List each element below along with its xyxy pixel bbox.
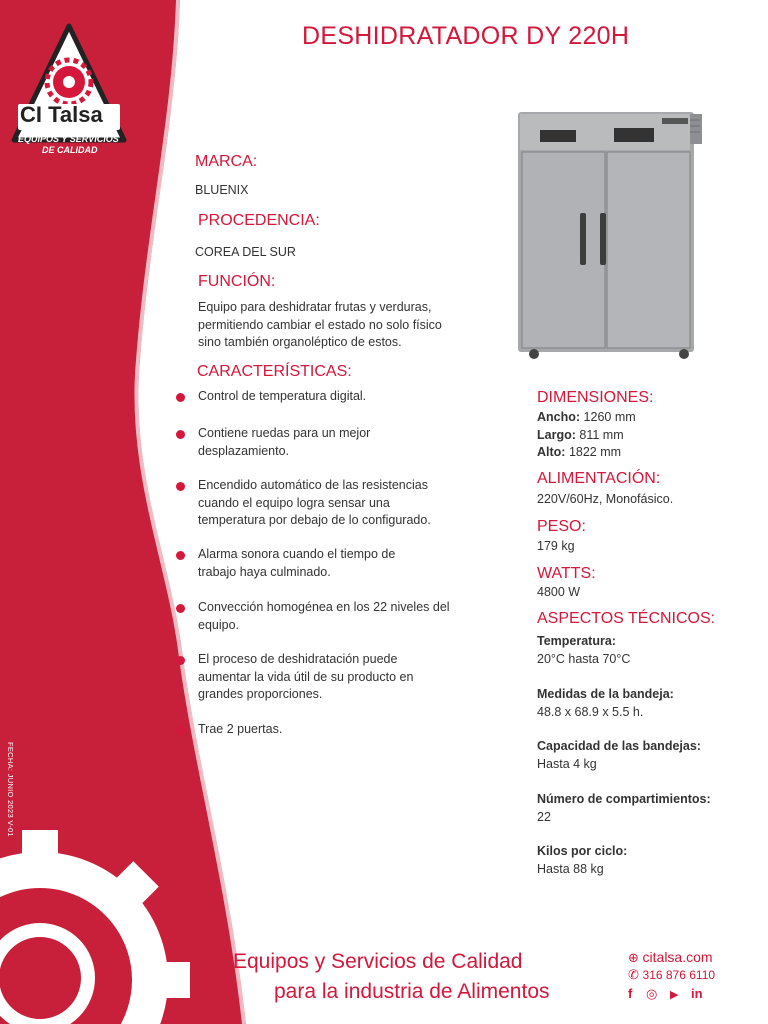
bullet-icon (176, 393, 185, 402)
bullet-icon (176, 726, 185, 735)
aspecto-item: Kilos por ciclo: Hasta 88 kg (537, 844, 628, 876)
linkedin-icon[interactable]: in (691, 986, 703, 1001)
aspecto-item: Capacidad de las bandejas: Hasta 4 kg (537, 739, 701, 771)
marca-value: BLUENIX (195, 183, 249, 197)
logo-tagline-2: DE CALIDAD (42, 145, 98, 155)
social-links (628, 986, 703, 1002)
whatsapp-icon: ✆ (628, 967, 639, 982)
product-image (514, 108, 704, 362)
youtube-icon[interactable]: ▶ (669, 989, 679, 1001)
watts-value: 4800 W (537, 585, 581, 599)
alimentacion-heading: ALIMENTACIÓN: (537, 470, 661, 487)
instagram-icon[interactable]: ◎ (645, 986, 658, 1001)
watts-heading: WATTS: (537, 565, 596, 582)
marca-heading: MARCA: (195, 153, 258, 170)
funcion-heading: FUNCIÓN: (198, 273, 276, 290)
funcion-text: Equipo para deshidratar frutas y verduras, permitiendo cambiar el estado no solo físico sino también organoléptico de estos. (198, 300, 442, 349)
bullet-icon (176, 604, 185, 613)
phone-contact[interactable]: ✆ 316 876 6110 (628, 967, 716, 982)
document-date: FECHA: JUNIO 2023 V-01 (6, 742, 15, 837)
footer-slogan-1: Equipos y Servicios de Calidad (233, 950, 523, 973)
footer-slogan-2: para la industria de Alimentos (274, 980, 550, 1003)
dimensiones-list: Ancho: 1260 mm Largo: 811 mm Alto: 1822 mm (537, 410, 636, 459)
peso-heading: PESO: (537, 518, 586, 535)
logo-tagline-1: EQUIPOS Y SERVICIOS (18, 134, 119, 144)
facebook-icon[interactable]: f (628, 986, 633, 1001)
bullet-icon (176, 482, 185, 491)
website-link[interactable]: ⊕ citalsa.com (628, 949, 713, 965)
aspecto-item: Temperatura: 20°C hasta 70°C (537, 634, 631, 666)
bullet-icon (176, 551, 185, 560)
page-title: DESHIDRATADOR DY 220H (302, 22, 630, 50)
globe-icon: ⊕ (628, 950, 639, 965)
dimensiones-heading: DIMENSIONES: (537, 389, 654, 406)
aspectos-heading: ASPECTOS TÉCNICOS: (537, 610, 716, 627)
bullet-icon (176, 656, 185, 665)
aspecto-item: Medidas de la bandeja: 48.8 x 68.9 x 5.5 h. (537, 687, 674, 719)
caracteristicas-heading: CARACTERÍSTICAS: (197, 363, 352, 380)
logo-wordmark: CI Talsa (20, 102, 103, 127)
procedencia-value: COREA DEL SUR (195, 245, 296, 259)
peso-value: 179 kg (537, 539, 575, 553)
company-logo (10, 22, 128, 160)
alimentacion-value: 220V/60Hz, Monofásico. (537, 492, 674, 506)
aspecto-item: Número de compartimientos: 22 (537, 792, 711, 824)
procedencia-heading: PROCEDENCIA: (198, 212, 320, 229)
bullet-icon (176, 430, 185, 439)
